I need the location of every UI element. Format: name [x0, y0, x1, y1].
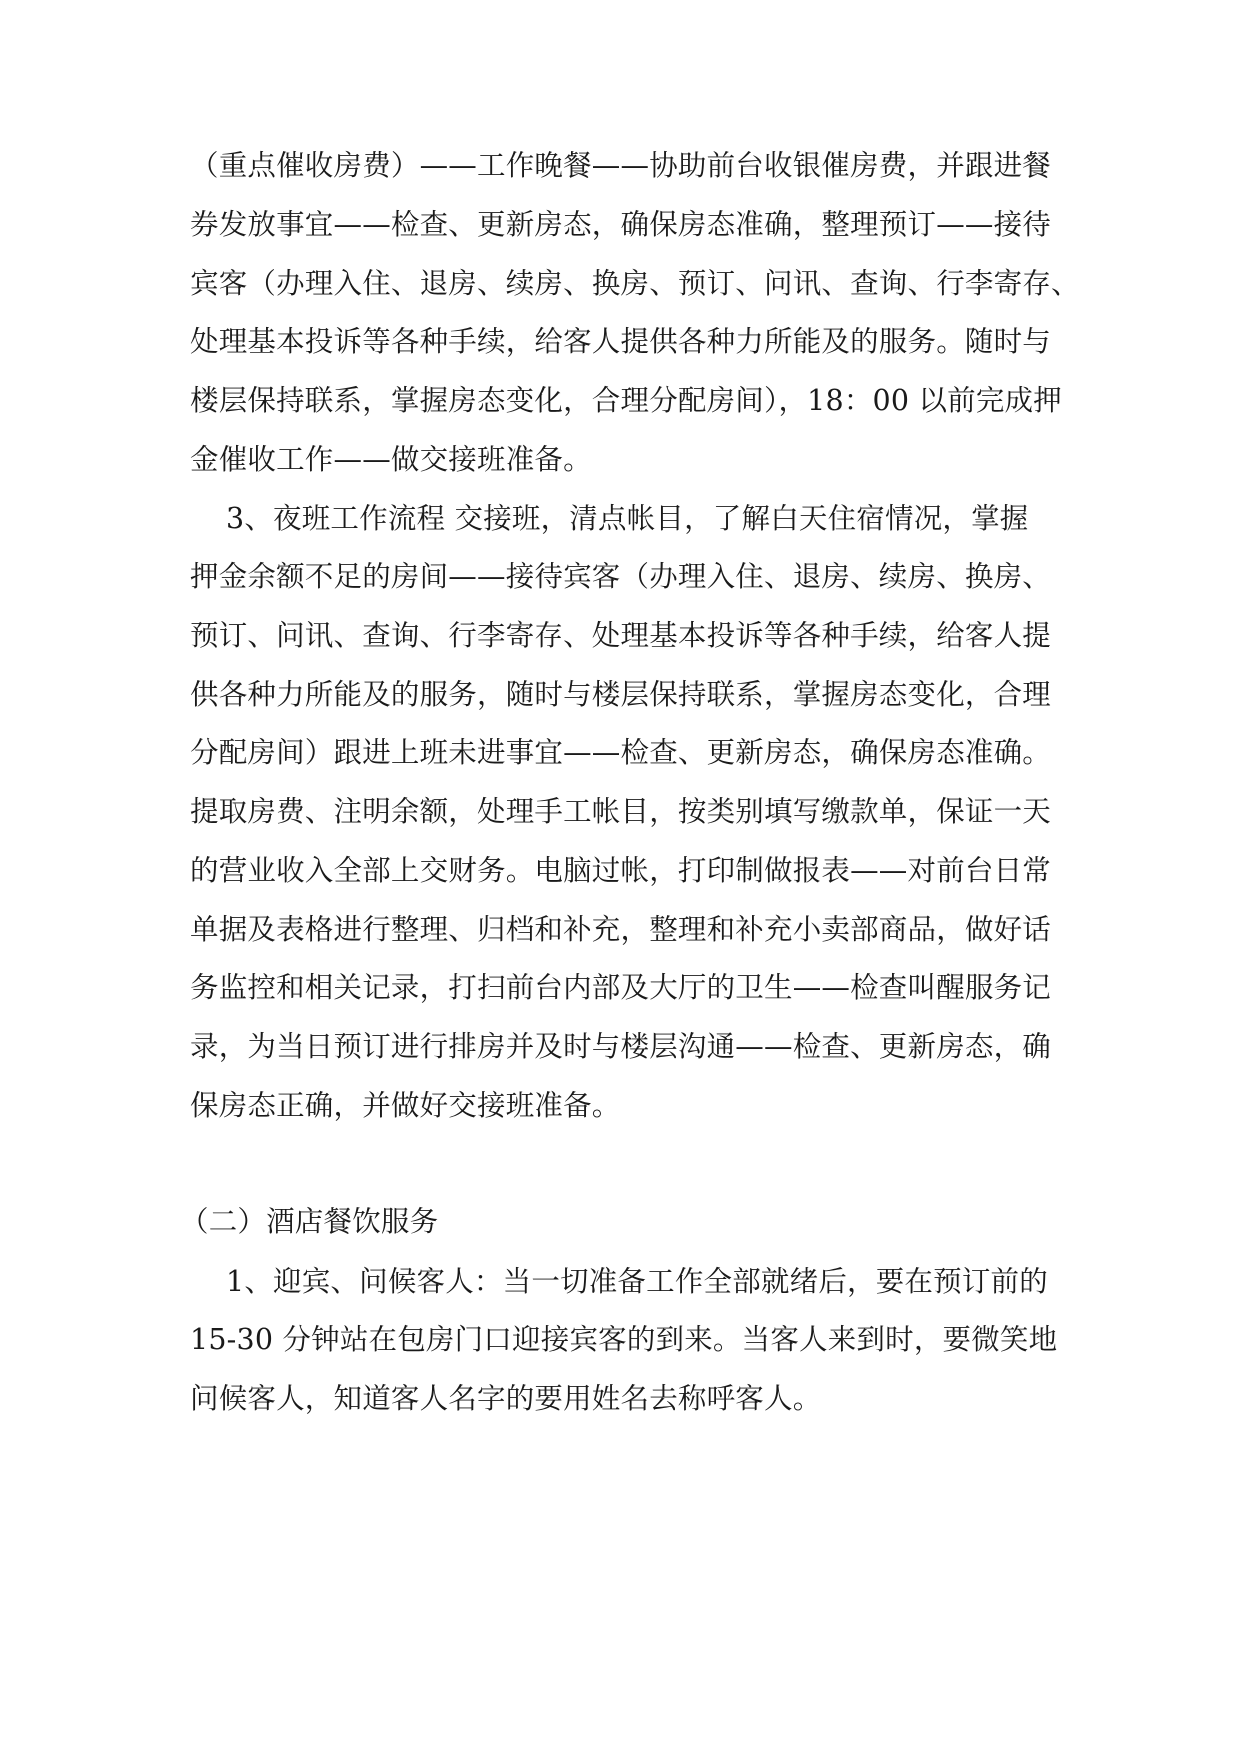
text-line: （重点催收房费）——工作晚餐——协助前台收银催房费，并跟进餐: [190, 149, 1052, 182]
text-line: 单据及表格进行整理、归档和补充，整理和补充小卖部商品，做好话: [190, 913, 1052, 946]
text-line: 3、夜班工作流程 交接班，清点帐目，了解白天住宿情况，掌握: [226, 502, 1029, 535]
text-line: 1、迎宾、问候客人：当一切准备工作全部就绪后，要在预订前的: [226, 1265, 1048, 1298]
text-line: 的营业收入全部上交财务。电脑过帐，打印制做报表——对前台日常: [190, 854, 1052, 887]
text-line: 供各种力所能及的服务，随时与楼层保持联系，掌握房态变化，合理: [190, 678, 1052, 711]
text-line: 预订、问讯、查询、行李寄存、处理基本投诉等各种手续，给客人提: [190, 619, 1052, 652]
text-line: 录，为当日预订进行排房并及时与楼层沟通——检查、更新房态，确: [190, 1030, 1052, 1063]
text-line: 处理基本投诉等各种手续，给客人提供各种力所能及的服务。随时与: [190, 325, 1052, 358]
text-line: 宾客（办理入住、退房、续房、换房、预订、问讯、查询、行李寄存、: [190, 267, 1080, 300]
text-line: 券发放事宜——检查、更新房态，确保房态准确，整理预订——接待: [190, 208, 1052, 241]
text-line: 提取房费、注明余额，处理手工帐目，按类别填写缴款单，保证一天: [190, 795, 1052, 828]
text-line: 押金余额不足的房间——接待宾客（办理入住、退房、续房、换房、: [190, 560, 1052, 593]
text-line: 保房态正确，并做好交接班准备。: [190, 1089, 621, 1122]
text-line: 楼层保持联系，掌握房态变化，合理分配房间），18：00 以前完成押: [190, 384, 1062, 417]
text-line: 务监控和相关记录，打扫前台内部及大厅的卫生——检查叫醒服务记: [190, 971, 1052, 1004]
section-heading: （二）酒店餐饮服务: [180, 1205, 439, 1238]
text-line: 问候客人，知道客人名字的要用姓名去称呼客人。: [190, 1382, 822, 1415]
text-line: 15-30 分钟站在包房门口迎接宾客的到来。当客人来到时，要微笑地: [190, 1323, 1058, 1356]
text-line: 金催收工作——做交接班准备。: [190, 443, 592, 476]
text-line: 分配房间）跟进上班未进事宜——检查、更新房态，确保房态准确。: [190, 736, 1052, 769]
